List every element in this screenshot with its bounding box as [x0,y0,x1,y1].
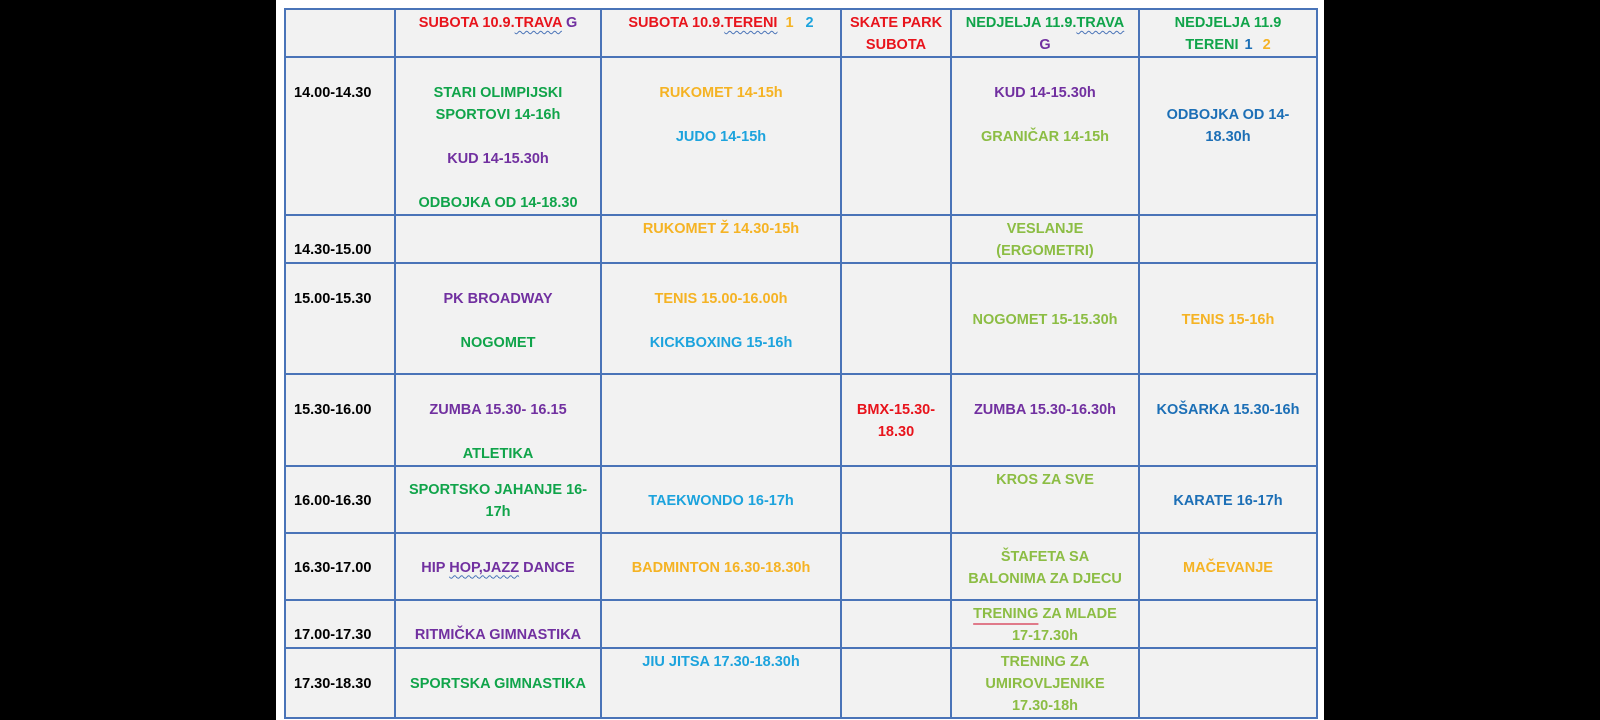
time-cell: 16.00-16.30 [285,466,395,533]
time-cell: 15.00-15.30 [285,263,395,374]
header-text: G [561,15,578,31]
event-text: GRANIČAR 14-15h [980,129,1110,145]
skate-cell [841,57,951,215]
event-text: PK BROADWAY [443,291,553,307]
sat-trava-cell [395,57,601,215]
sun-trava-cell [951,533,1139,600]
event-text: 18.30h [1205,129,1251,145]
field-number: 1 [1244,37,1253,53]
event-text: TRENING ZA [1000,654,1090,670]
event-text: ATLETIKA [462,446,534,462]
event-text: ODBOJKA OD 14-18.30 [418,195,578,211]
event-text: JUDO 14-15h [675,129,767,145]
sat-trava-cell [395,466,601,533]
event-text: DANCE [519,559,575,576]
sat-trava-cell [395,215,601,263]
skate-cell [841,533,951,600]
sat-trava-cell [395,533,601,600]
event-text: KICKBOXING 15-16h [649,335,793,351]
event-text: 17.30-18h [1011,698,1079,714]
event-text: 17h [485,503,511,520]
header-text: G [1039,37,1051,53]
table-row [285,374,1317,466]
event-text: 17-17.30h [1011,628,1079,644]
table-row [285,533,1317,600]
sun-trava-cell: NOGOMET 15-15.30h [951,263,1139,374]
time-cell: 17.00-17.30 [285,600,395,648]
table-row [285,648,1317,718]
event-text: SPORTOVI 14-16h [435,107,561,123]
event-text: NOGOMET [460,335,536,351]
skate-cell [841,648,951,718]
table-row [285,263,1317,374]
sun-trava-cell: KROS ZA SVE [951,466,1139,533]
sun-tereni-cell [1139,57,1317,215]
header-text: NEDJELJA 11.9. [965,15,1077,31]
event-text: BMX-15.30- [856,402,936,418]
header-sat-tereni [601,9,841,57]
event-text: UMIROVLJENIKE [985,676,1105,692]
event-text: ŠTAFETA SA [1000,548,1090,565]
event-text: BALONIMA ZA DJECU [968,570,1122,587]
sat-trava-cell [395,374,601,466]
time-cell: 14.30-15.00 [285,215,395,263]
sat-tereni-cell: RUKOMET Ž 14.30-15h [601,215,841,263]
sun-tereni-cell: KARATE 16-17h [1139,466,1317,533]
sat-tereni-cell [601,57,841,215]
sat-tereni-cell [601,374,841,466]
event-text: SPORTSKO JAHANJE 16- [408,481,588,498]
sun-tereni-cell: TENIS 15-16h [1139,263,1317,374]
skate-cell [841,374,951,466]
header-text: TRAVA [514,15,562,31]
event-text: KUD 14-15.30h [994,85,1096,101]
sun-tereni-cell [1139,215,1317,263]
document-page [276,0,1324,720]
event-text: STARI OLIMPIJSKI [433,85,563,101]
event-text: TRENING [973,606,1039,622]
header-sat-trava [395,9,601,57]
header-text: TERENI [1185,37,1239,53]
sun-trava-cell [951,57,1139,215]
header-text: SUBOTA 10.9. [628,15,725,31]
header-text: SUBOTA 10.9. [418,15,515,31]
skate-cell [841,600,951,648]
header-text: TRAVA [1076,15,1125,31]
time-cell: 15.30-16.00 [285,374,395,466]
table-row [285,215,1317,263]
sun-tereni-cell [1139,648,1317,718]
sun-trava-cell [951,215,1139,263]
time-cell: 14.00-14.30 [285,57,395,215]
header-skate-park [841,9,951,57]
sat-trava-cell: RITMIČKA GIMNASTIKA [395,600,601,648]
sat-tereni-cell [601,600,841,648]
sun-tereni-cell: KOŠARKA 15.30-16h [1139,374,1317,466]
skate-cell [841,263,951,374]
table-row [285,466,1317,533]
event-text: VESLANJE [1006,221,1084,237]
header-empty-cell [285,9,395,57]
sun-trava-cell: ZUMBA 15.30-16.30h [951,374,1139,466]
field-number: 2 [805,15,814,31]
event-text: ZUMBA 15.30- 16.15 [429,402,567,418]
schedule-table [284,8,1318,719]
skate-cell [841,466,951,533]
skate-cell [841,215,951,263]
header-text: TERENI [724,15,778,31]
sat-tereni-cell: JIU JITSA 17.30-18.30h [601,648,841,718]
sat-tereni-cell: BADMINTON 16.30-18.30h [601,533,841,600]
event-text: HOP,JAZZ [449,559,520,576]
header-text: NEDJELJA 11.9 [1174,15,1282,31]
event-text: TENIS 15.00-16.00h [654,291,788,307]
time-cell: 17.30-18.30 [285,648,395,718]
event-text: 18.30 [877,424,915,440]
table-row [285,57,1317,215]
event-text: KUD 14-15.30h [447,151,549,167]
event-text: HIP [421,559,450,576]
table-row [285,600,1317,648]
header-sun-tereni [1139,9,1317,57]
sat-trava-cell [395,263,601,374]
header-text: SKATE PARK [849,15,943,31]
sat-tereni-cell [601,263,841,374]
event-text: RUKOMET 14-15h [659,85,783,101]
field-number: 1 [785,15,794,31]
event-text: ZA MLADE [1038,606,1117,622]
event-text: (ERGOMETRI) [996,243,1094,259]
header-text: SUBOTA [865,37,927,53]
header-sun-trava [951,9,1139,57]
sat-tereni-cell: TAEKWONDO 16-17h [601,466,841,533]
header-row [285,9,1317,57]
event-text: ODBOJKA OD 14- [1166,107,1290,123]
sun-tereni-cell [1139,600,1317,648]
sun-trava-cell [951,648,1139,718]
time-cell: 16.30-17.00 [285,533,395,600]
field-number: 2 [1262,37,1271,53]
sun-tereni-cell: MAČEVANJE [1139,533,1317,600]
sun-trava-cell [951,600,1139,648]
sat-trava-cell: SPORTSKA GIMNASTIKA [395,648,601,718]
